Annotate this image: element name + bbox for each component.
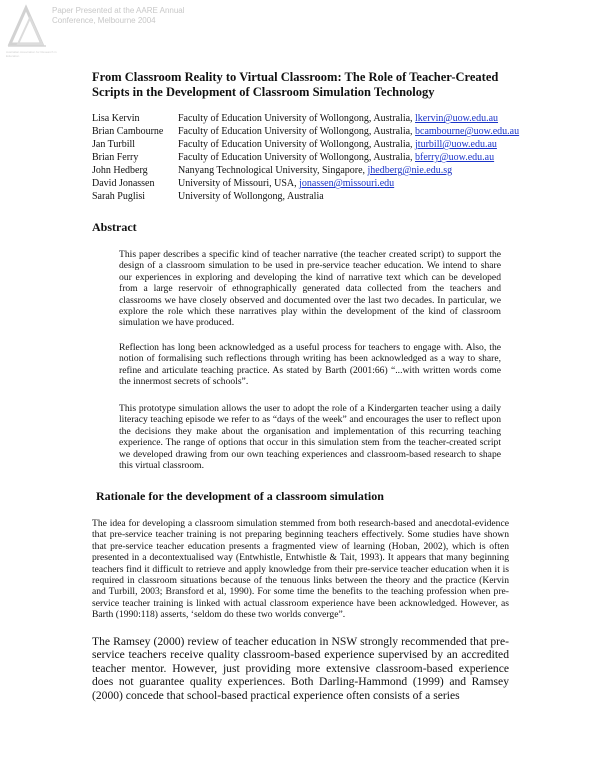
aare-logo-icon bbox=[6, 4, 50, 50]
author-name: Brian Ferry bbox=[92, 152, 139, 163]
author-affiliation: Faculty of Education University of Wollongong, Australia, jturbill@uow.edu.au bbox=[178, 139, 497, 150]
author-name: David Jonassen bbox=[92, 178, 155, 189]
author-affiliation: Faculty of Education University of Wollongong, Australia, bferry@uow.edu.au bbox=[178, 152, 495, 163]
author-name: Brian Cambourne bbox=[92, 126, 164, 137]
author-row bbox=[92, 112, 519, 125]
body-paragraph: The Ramsey (2000) review of teacher education in NSW strongly recommended that pre-service teachers receive quality classroom-based experience supervised by an accredited teacher mentor. However, just providing more extensive classroom-based experience does not guarantee quality experiences. Both Darling-Hammond (1999) and Ramsey (2000) concede that school-based practical experience often consists of a series bbox=[92, 635, 509, 702]
watermark-line-1: Paper Presented at the AARE Annual bbox=[52, 6, 185, 15]
author-row bbox=[92, 125, 519, 138]
author-email-link[interactable]: lkervin@uow.edu.au bbox=[415, 113, 499, 124]
author-email-link[interactable]: bferry@uow.edu.au bbox=[415, 152, 495, 163]
author-name: John Hedberg bbox=[92, 165, 148, 176]
conference-watermark bbox=[4, 2, 194, 58]
body-paragraph: The idea for developing a classroom simulation stemmed from both research-based and anecdotal-evidence that pre-service teacher training is not preparing beginning teachers effectively. Some studies have shown that pre-service teacher education presents a fragmented view of learning (Hoban, 2002), which is often presented in a decontextualised way (Entwhistle, Entwhistle & Tait, 1993). It appears that many beginning teachers find it difficult to retrieve and apply knowledge from their pre-service teacher education when it is required in classroom situations because of the tenuous links between the theory and the practice (Kervin and Turbill, 2003; Bransford et al, 1990). For some time the benefits to the teaching profession when pre-service teacher training is linked with actual classroom experience have been acknowledged. However, as Barth (1990:118) asserts, ‘seldom do these two worlds converge”. bbox=[92, 518, 509, 621]
author-email-link[interactable]: jhedberg@nie.edu.sg bbox=[367, 165, 453, 176]
author-email-link[interactable]: bcambourne@uow.edu.au bbox=[415, 126, 520, 137]
author-row bbox=[92, 164, 519, 177]
abstract-paragraph: This paper describes a specific kind of teacher narrative (the teacher created script) to support the design of a classroom simulation to be used in pre-service teacher education. We intend to share our experiences in exploring and developing the kind of narrative text which can be developed from a large reservoir of ethnographically generated data collected from the teachers and classrooms we have closely observed and documented over the last two decades. In particular, we explore the role which these narratives play within the development of the kind of classroom simulation we have produced. bbox=[119, 249, 501, 329]
abstract-paragraph: This prototype simulation allows the user to adopt the role of a Kindergarten teacher using a daily literacy teaching episode we refer to as “days of the week” and encourages the user to reflect upon the decisions they make about the organisation and implementation of this recurring teaching experience. The range of options that occur in this simulation stem from the teacher-created script we developed drawing from our own teaching experiences and classroom-based research to shape this virtual classroom. bbox=[119, 403, 501, 472]
author-affiliation: University of Wollongong, Australia bbox=[178, 191, 324, 202]
author-email-link[interactable]: jturbill@uow.edu.au bbox=[415, 139, 497, 150]
author-affiliation: Nanyang Technological University, Singapore, jhedberg@nie.edu.sg bbox=[178, 165, 453, 176]
author-row bbox=[92, 138, 519, 151]
author-email-link[interactable]: jonassen@missouri.edu bbox=[299, 178, 395, 189]
author-row bbox=[92, 177, 519, 190]
author-name: Lisa Kervin bbox=[92, 113, 140, 124]
watermark-line-2: Conference, Melbourne 2004 bbox=[52, 16, 156, 25]
author-affiliation: University of Missouri, USA, jonassen@missouri.edu bbox=[178, 178, 395, 189]
section-heading: Rationale for the development of a classroom simulation bbox=[96, 489, 384, 503]
author-name: Jan Turbill bbox=[92, 139, 136, 150]
author-affiliation: Faculty of Education University of Wollongong, Australia, lkervin@uow.edu.au bbox=[178, 113, 499, 124]
paper-title: From Classroom Reality to Virtual Classroom: The Role of Teacher-Created Scripts in the Development of Classroom Simulation Technology bbox=[92, 70, 499, 99]
watermark-logo-caption: Australian Association for Research in Education bbox=[6, 50, 57, 58]
abstract-heading: Abstract bbox=[92, 220, 137, 234]
author-row bbox=[92, 190, 519, 203]
author-affiliation: Faculty of Education University of Wollongong, Australia, bcambourne@uow.edu.au bbox=[178, 126, 520, 137]
abstract-paragraph: Reflection has long been acknowledged as a useful process for teachers to engage with. Also, the notion of formalising such reflections through writing has been acknowledged as a way to share, refine and articulate teaching practice. As stated by Barth (2001:66) “...with written words come the innermost secrets of schools”. bbox=[119, 342, 501, 388]
author-row bbox=[92, 151, 519, 164]
author-list bbox=[92, 112, 519, 203]
author-name: Sarah Puglisi bbox=[92, 191, 146, 202]
